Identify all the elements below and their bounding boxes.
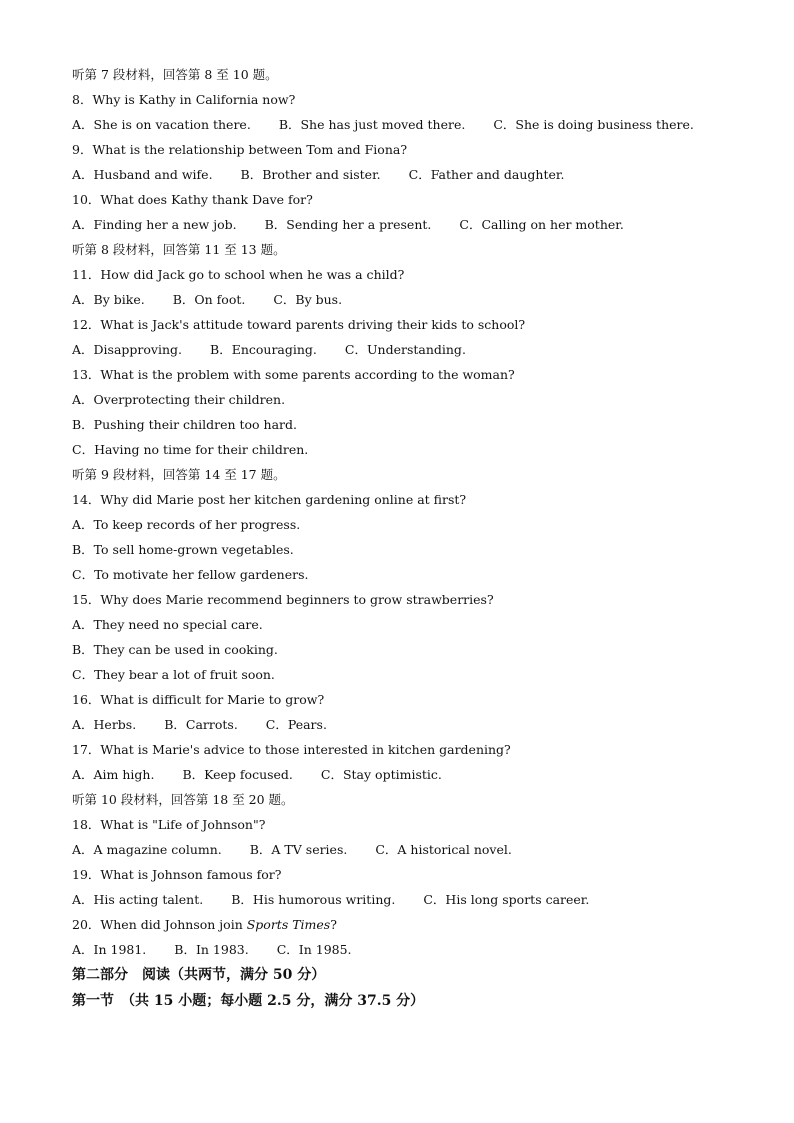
- section-intro: 听第 9 段材料，回答第 14 至 17 题。: [72, 467, 286, 482]
- option-a: A．His acting talent.: [72, 892, 204, 907]
- option-a: A．Husband and wife.: [72, 167, 213, 182]
- option-c: C．His long sports career.: [423, 892, 590, 907]
- option-c: C．In 1985.: [276, 942, 352, 957]
- question-8: 8．Why is Kathy in California now?: [72, 92, 296, 107]
- question-20: [72, 912, 732, 937]
- option-b: B．Pushing their children too hard.: [72, 417, 298, 432]
- options-17: [72, 762, 732, 787]
- options-9: [72, 162, 732, 187]
- section-intro: 听第 8 段材料，回答第 11 至 13 题。: [72, 242, 286, 257]
- part-two-heading: 第二部分 阅读（共两节，满分 50 分）: [72, 967, 326, 983]
- option-c: C．To motivate her fellow gardeners.: [72, 567, 309, 582]
- option-c: C．Stay optimistic.: [320, 767, 442, 782]
- options-8: [72, 112, 732, 137]
- option-c: C．By bus.: [273, 292, 343, 307]
- option-c: C．Having no time for their children.: [72, 442, 309, 457]
- option-a: A．Finding her a new job.: [72, 217, 237, 232]
- option-c: C．A historical novel.: [375, 842, 512, 857]
- question-14: 14．Why did Marie post her kitchen gardening online at first?: [72, 492, 467, 507]
- options-16: [72, 712, 732, 737]
- question-9: 9．What is the relationship between Tom and Fiona?: [72, 142, 408, 157]
- option-a: A．In 1981.: [72, 942, 147, 957]
- option-b: B．A TV series.: [249, 842, 348, 857]
- option-a: A．Disapproving.: [72, 342, 183, 357]
- option-b: B．Encouraging.: [210, 342, 317, 357]
- option-b: B．In 1983.: [174, 942, 249, 957]
- option-a: A．By bike.: [72, 292, 145, 307]
- options-18: [72, 837, 732, 862]
- option-c: C．Calling on her mother.: [459, 217, 624, 232]
- exam-page: [72, 62, 732, 1014]
- options-19: [72, 887, 732, 912]
- options-11: [72, 287, 732, 312]
- option-b: B．Carrots.: [164, 717, 238, 732]
- option-a: A．Aim high.: [72, 767, 155, 782]
- option-b: B．She has just moved there.: [278, 117, 466, 132]
- option-b: B．His humorous writing.: [231, 892, 396, 907]
- section-intro: 听第 7 段材料，回答第 8 至 10 题。: [72, 67, 278, 82]
- option-a: A．Herbs.: [72, 717, 137, 732]
- question-16: 16．What is difficult for Marie to grow?: [72, 692, 325, 707]
- question-20-prefix: 20．When did Johnson join: [72, 917, 247, 932]
- options-10: [72, 212, 732, 237]
- question-19: 19．What is Johnson famous for?: [72, 867, 282, 882]
- option-b: B．On foot.: [172, 292, 246, 307]
- option-a: A．To keep records of her progress.: [72, 517, 301, 532]
- section-one-heading: 第一节 （共 15 小题；每小题 2.5 分，满分 37.5 分）: [72, 993, 425, 1009]
- option-b: B．They can be used in cooking.: [72, 642, 278, 657]
- option-c: C．They bear a lot of fruit soon.: [72, 667, 275, 682]
- question-18: 18．What is "Life of Johnson"?: [72, 817, 266, 832]
- option-a: A．She is on vacation there.: [72, 117, 251, 132]
- option-c: C．Pears.: [265, 717, 327, 732]
- option-c: C．She is doing business there.: [493, 117, 694, 132]
- option-c: C．Understanding.: [344, 342, 466, 357]
- options-20: [72, 937, 732, 962]
- option-b: B．To sell home-grown vegetables.: [72, 542, 294, 557]
- question-20-suffix: ?: [330, 917, 337, 932]
- question-13: 13．What is the problem with some parents according to the woman?: [72, 367, 515, 382]
- option-a: A．Overprotecting their children.: [72, 392, 286, 407]
- publication-title: Sports Times: [246, 917, 331, 932]
- option-b: B．Brother and sister.: [240, 167, 381, 182]
- option-b: B．Keep focused.: [182, 767, 293, 782]
- question-12: 12．What is Jack's attitude toward parents driving their kids to school?: [72, 317, 526, 332]
- question-15: 15．Why does Marie recommend beginners to grow strawberries?: [72, 592, 494, 607]
- question-17: 17．What is Marie's advice to those interested in kitchen gardening?: [72, 742, 511, 757]
- option-b: B．Sending her a present.: [264, 217, 432, 232]
- option-a: A．They need no special care.: [72, 617, 263, 632]
- question-11: 11．How did Jack go to school when he was a child?: [72, 267, 405, 282]
- option-a: A．A magazine column.: [72, 842, 222, 857]
- section-intro: 听第 10 段材料，回答第 18 至 20 题。: [72, 792, 294, 807]
- options-12: [72, 337, 732, 362]
- option-c: C．Father and daughter.: [408, 167, 565, 182]
- question-10: 10．What does Kathy thank Dave for?: [72, 192, 313, 207]
